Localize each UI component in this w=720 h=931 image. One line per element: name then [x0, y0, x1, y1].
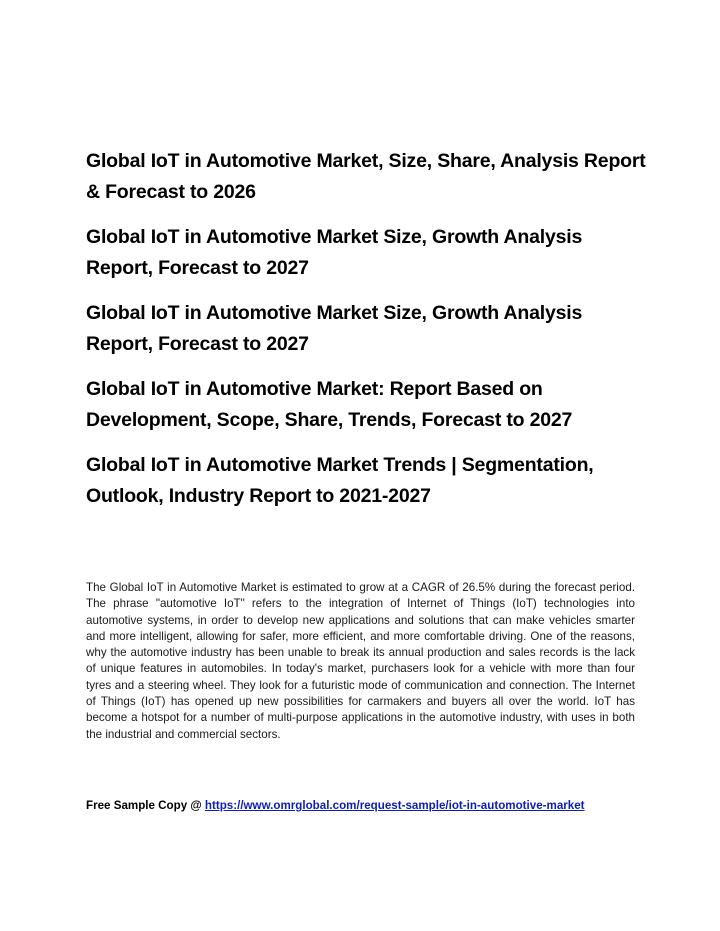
report-heading-2: Global IoT in Automotive Market Size, Growth Analysis Report, Forecast to 2027: [86, 226, 583, 279]
market-description-paragraph: The Global IoT in Automotive Market is estimated to grow at a CAGR of 26.5% during the forecast period. The phrase "automotive IoT" refers to the integration of Internet of Things (IoT) technologies into automotive systems, in order to develop new applications and solutions that can make vehicles smarter and more intelligent, allowing for safer, more efficient, and more comfortable driving. One of the reasons, why the automotive industry has been unable to break its annual production and sales records is the lack of unique features in automobiles. In today's market, purchasers look for a vehicle with more than four tyres and a steering wheel. They look for a futuristic mode of communication and connection. The Internet of Things (IoT) has opened up new possibilities for carmakers and buyers all over the world. IoT has become a hotspot for a number of multi-purpose applications in the automotive industry, with uses in both the industrial and commercial sectors.: [86, 581, 635, 741]
report-heading-1: Global IoT in Automotive Market, Size, Share, Analysis Report & Forecast to 2026: [86, 150, 646, 203]
report-heading-5: Global IoT in Automotive Market Trends | Segmentation, Outlook, Industry Report to 2021-2027: [86, 454, 594, 507]
report-heading-4: Global IoT in Automotive Market: Report Based on Development, Scope, Share, Trends, Forecast to 2027: [86, 378, 573, 431]
free-sample-label: Free Sample Copy @: [86, 799, 205, 812]
report-heading-3: Global IoT in Automotive Market Size, Growth Analysis Report, Forecast to 2027: [86, 302, 583, 355]
free-sample-link[interactable]: https://www.omrglobal.com/request-sample/iot-in-automotive-market: [204, 799, 585, 812]
heading-list: [86, 146, 646, 526]
free-sample-line: [86, 798, 646, 814]
